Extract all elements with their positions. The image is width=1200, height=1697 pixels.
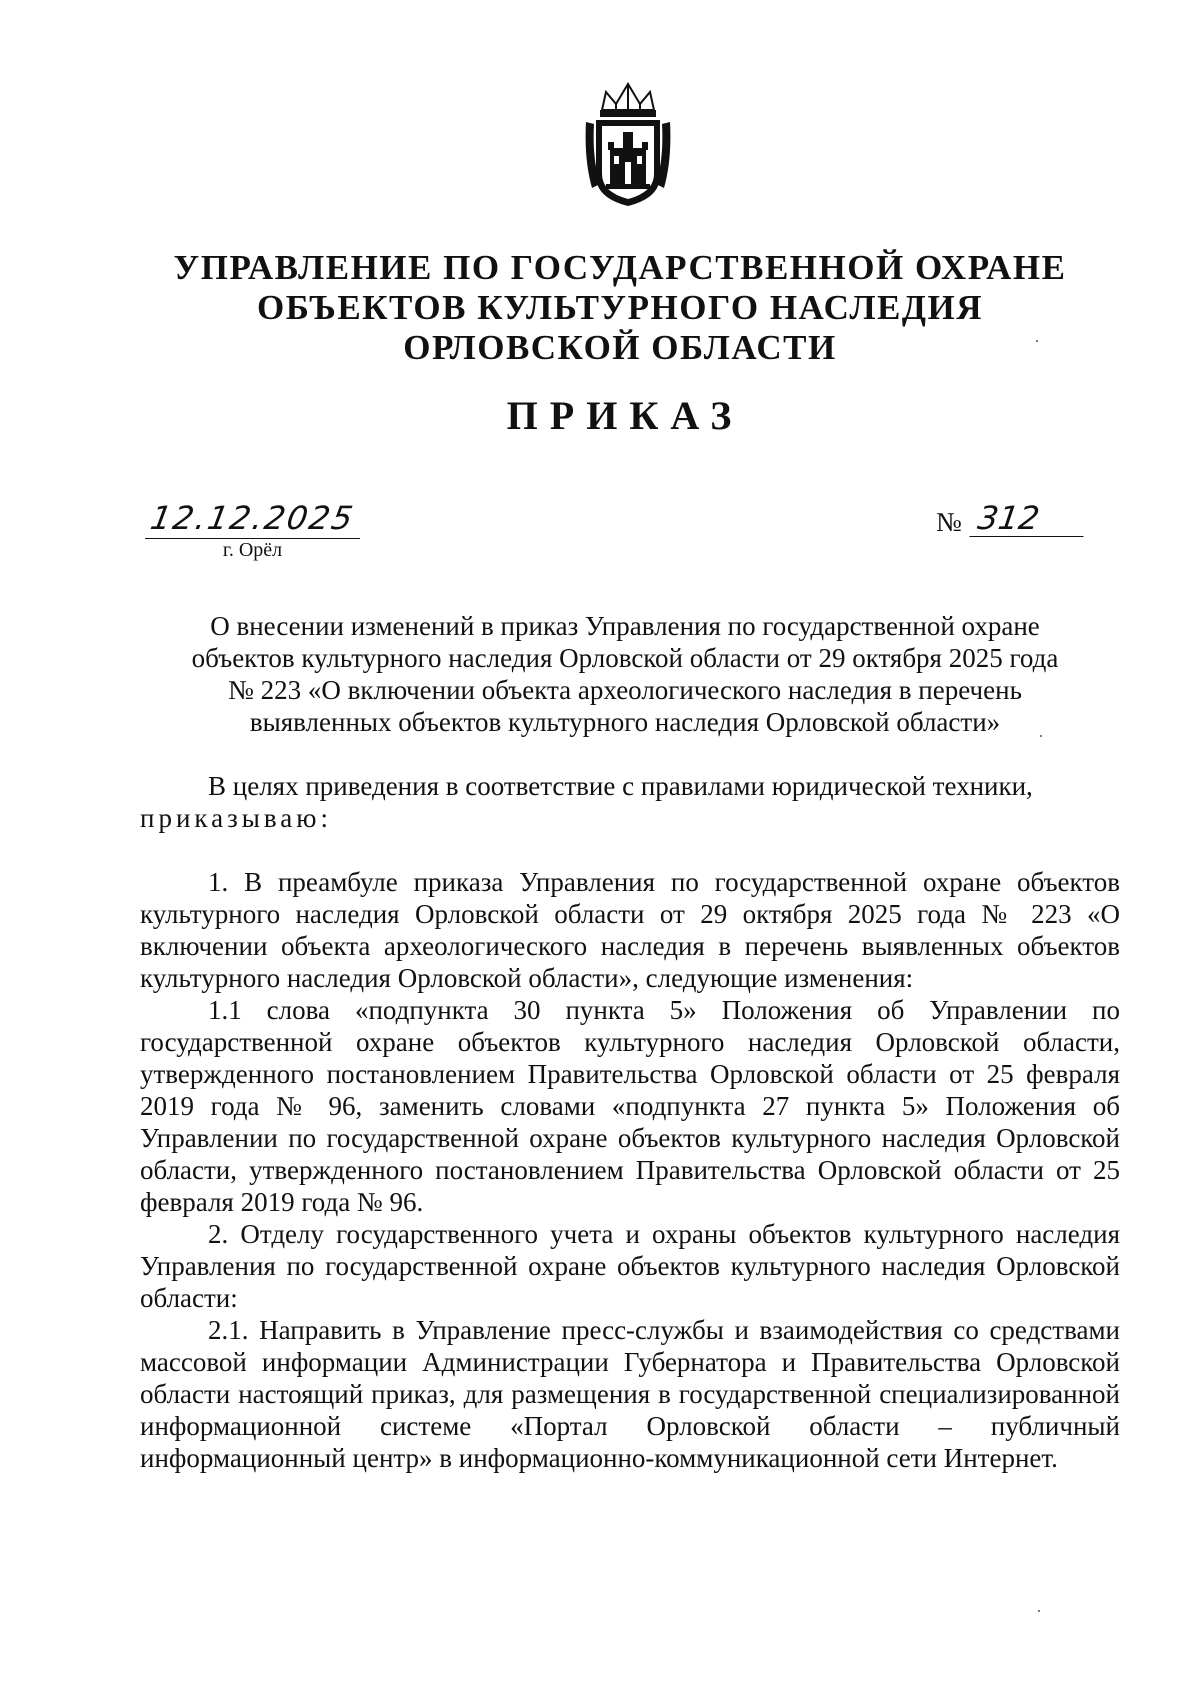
paragraph-1: 1. В преамбуле приказа Управления по государственной охране объектов культурного наследия Орловской области от 29 октября 2025 года № 223 «О включении объекта археологического наследия в перечень выявленных объектов культурного наследия Орловской области», следующие изменения: — [140, 867, 1120, 993]
number-sign: № — [936, 507, 962, 537]
city-label: г. Орёл — [222, 539, 283, 561]
paragraph-1-1: 1.1 слова «подпункта 30 пункта 5» Положения об Управлении по государственной охране объектов культурного наследия Орловской области, утвержденного постановлением Правительства Орловской области от 25 февраля 2019 года № 96, заменить словами «подпункта 27 пункта 5» Положения об Управлении по государственной охране объектов культурного наследия Орловской области, утвержденного постановлением Правительства Орловской области от 25 февраля 2019 года № 96. — [140, 995, 1120, 1217]
preamble: В целях приведения в соответствие с правилами юридической техники, — [208, 771, 1033, 801]
order-number-block — [936, 500, 1086, 537]
organization-title — [120, 248, 1120, 368]
order-body — [140, 770, 1120, 1474]
scan-speck — [1036, 340, 1038, 342]
order-subject-line-3: № 223 «О включении объекта археологического наследия в перечень — [228, 675, 1022, 705]
scan-speck — [1038, 1610, 1040, 1612]
order-word-line — [140, 802, 1120, 834]
paragraph-2: 2. Отделу государственного учета и охраны объектов культурного наследия Управления по государственной охране объектов культурного наследия Орловской области: — [140, 1219, 1120, 1313]
date-block — [145, 500, 360, 561]
scan-speck — [1040, 735, 1042, 737]
order-subject — [150, 610, 1100, 738]
order-subject-line-2: объектов культурного наследия Орловской области от 29 октября 2025 года — [191, 643, 1059, 673]
coat-of-arms-emblem — [582, 80, 674, 212]
paragraph-2-1: 2.1. Направить в Управление пресс-службы и взаимодействия со средствами массовой информации Администрации Губернатора и Правительства Орловской области настоящий приказ, для размещения в государственной специализированной информационной системе «Портал Орловской области – публичный информационный центр» в информационно-коммуникационной сети Интернет. — [140, 1315, 1120, 1473]
document-type-title: ПРИКАЗ — [506, 393, 744, 438]
handwritten-date: 12.12.2025 — [147, 499, 358, 537]
organization-title-line-1: УПРАВЛЕНИЕ ПО ГОСУДАРСТВЕННОЙ ОХРАНЕ — [173, 248, 1067, 287]
organization-title-line-2: ОБЪЕКТОВ КУЛЬТУРНОГО НАСЛЕДИЯ — [257, 288, 983, 327]
organization-title-line-3: ОРЛОВСКОЙ ОБЛАСТИ — [403, 328, 837, 367]
handwritten-order-number: 312 — [969, 500, 1088, 537]
order-subject-line-4: выявленных объектов культурного наследия Орловской области» — [249, 707, 1001, 737]
order-word: приказываю: — [140, 803, 332, 833]
order-subject-line-1: О внесении изменений в приказ Управления по государственной охране — [210, 611, 1040, 641]
